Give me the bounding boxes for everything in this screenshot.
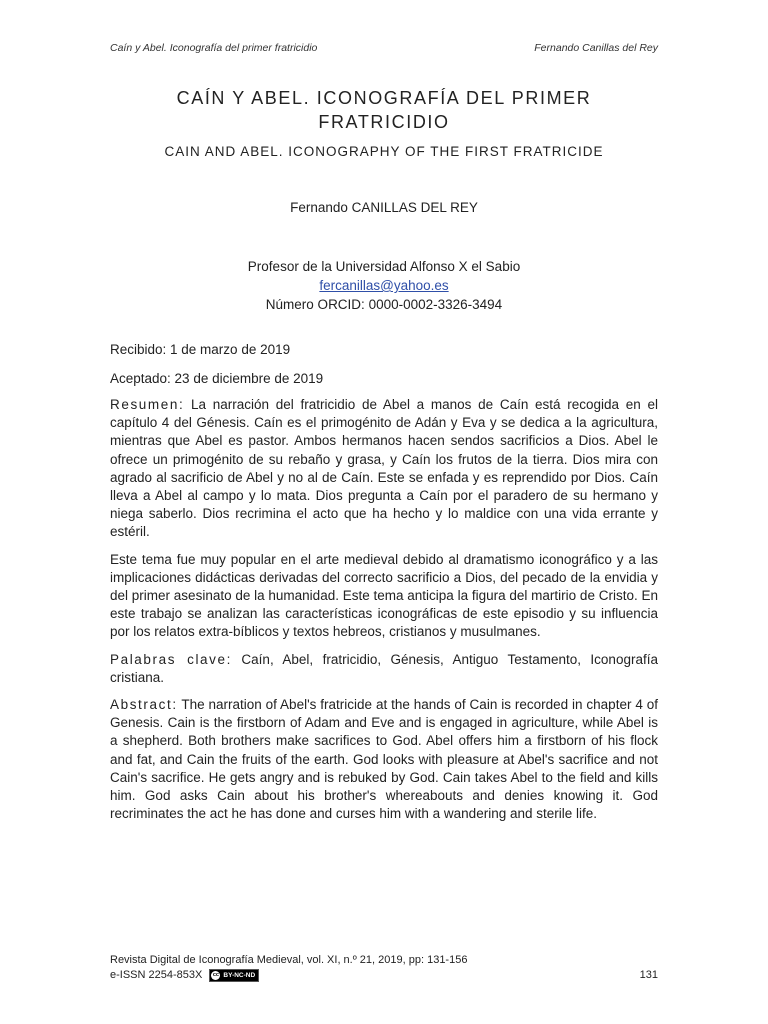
article-body [110, 396, 658, 832]
running-header-title: Caín y Abel. Iconografía del primer fratricidio [110, 42, 318, 54]
cc-license-label: BY-NC-ND [223, 971, 256, 979]
footer-issn: e-ISSN 2254-853X [110, 969, 203, 981]
article-title-line-2: FRATRICIDIO [318, 112, 450, 132]
abstract-paragraph [110, 696, 658, 823]
running-header-author: Fernando Canillas del Rey [534, 42, 658, 54]
page-number: 131 [639, 969, 658, 981]
author-affiliation [110, 257, 658, 314]
received-date: Recibido: 1 de marzo de 2019 [110, 342, 291, 357]
author-email-link[interactable]: fercanillas@yahoo.es [319, 278, 449, 293]
author-name: Fernando CANILLAS DEL REY [290, 200, 478, 215]
article-title [110, 86, 658, 134]
author-orcid: Número ORCID: 0000-0002-3326-3494 [265, 297, 503, 312]
article-subtitle: CAIN AND ABEL. ICONOGRAPHY OF THE FIRST FRATRICIDE [164, 144, 604, 159]
keywords-label: Palabras clave: [110, 651, 232, 667]
accepted-date: Aceptado: 23 de diciembre de 2019 [110, 371, 324, 386]
context-paragraph: Este tema fue muy popular en el arte medieval debido al dramatismo iconográfico y a las implicaciones didácticas derivadas del correcto sacrificio a Dios, del pecado de la envidia y del primer asesinato de la humanidad. Este tema anticipa la figura del martirio de Cristo. En este trabajo se analizan las características iconográficas de este episodio y su influencia por los relatos extra-bíblicos y textos hebreos, cristianos y musulmanes. [110, 551, 658, 640]
cc-symbol: cc [212, 971, 219, 978]
resumen-paragraph [110, 396, 658, 542]
resumen-label: Resumen: [110, 397, 185, 412]
author-position: Profesor de la Universidad Alfonso X el Sabio [247, 259, 521, 274]
article-title-line-1: CAÍN Y ABEL. ICONOGRAFÍA DEL PRIMER [176, 88, 592, 108]
abstract-label: Abstract: [110, 697, 178, 713]
keywords-text: Caín, Abel, fratricidio, Génesis, Antiguo Testamento, Iconografía cristiana. [110, 651, 658, 685]
cc-license-icon [209, 969, 259, 982]
abstract-text: The narration of Abel's fratricide at the hands of Cain is recorded in chapter 4 of Genesis. Cain is the firstborn of Adam and Eve and is engaged in agriculture, while Abel is a shepherd. Both brothers make sacrifices to God. Abel offers him a firstborn of his flock and fat, and Cain the fruits of the earth. God looks with pleasure at Abel's sacrifice and not Cain's sacrifice. He gets angry and is rebuked by God. Cain takes Abel to the field and kills him. God asks Cain about his brother's whereabouts and denies knowing it. God recriminates the act he has done and curses him with a wandering and sterile life. [110, 697, 658, 822]
resumen-text: La narración del fratricidio de Abel a manos de Caín está recogida en el capítulo 4 del Génesis. Caín es el primogénito de Adán y Eva y se dedica a la agricultura, mientras que Abel es pastor. Ambos hermanos hacen sendos sacrificios a Dios. Abel le ofrece un primogénito de su rebaño y grasa, y Caín los frutos de la tierra. Dios mira con agrado al sacrificio de Abel y no al de Caín. Este se enfada y es reprendido por Dios. Caín lleva a Abel al campo y lo mata. Dios pregunta a Caín por el paradero de su hermano y niega saberlo. Dios recrimina el acto que ha hecho y lo maldice con una vida errante y estéril. [110, 397, 658, 540]
running-header [110, 42, 658, 54]
page-footer [110, 953, 658, 983]
keywords-paragraph [110, 651, 658, 687]
footer-journal: Revista Digital de Iconografía Medieval, vol. XI, n.º 21, 2019, pp: 131-156 [110, 954, 468, 966]
